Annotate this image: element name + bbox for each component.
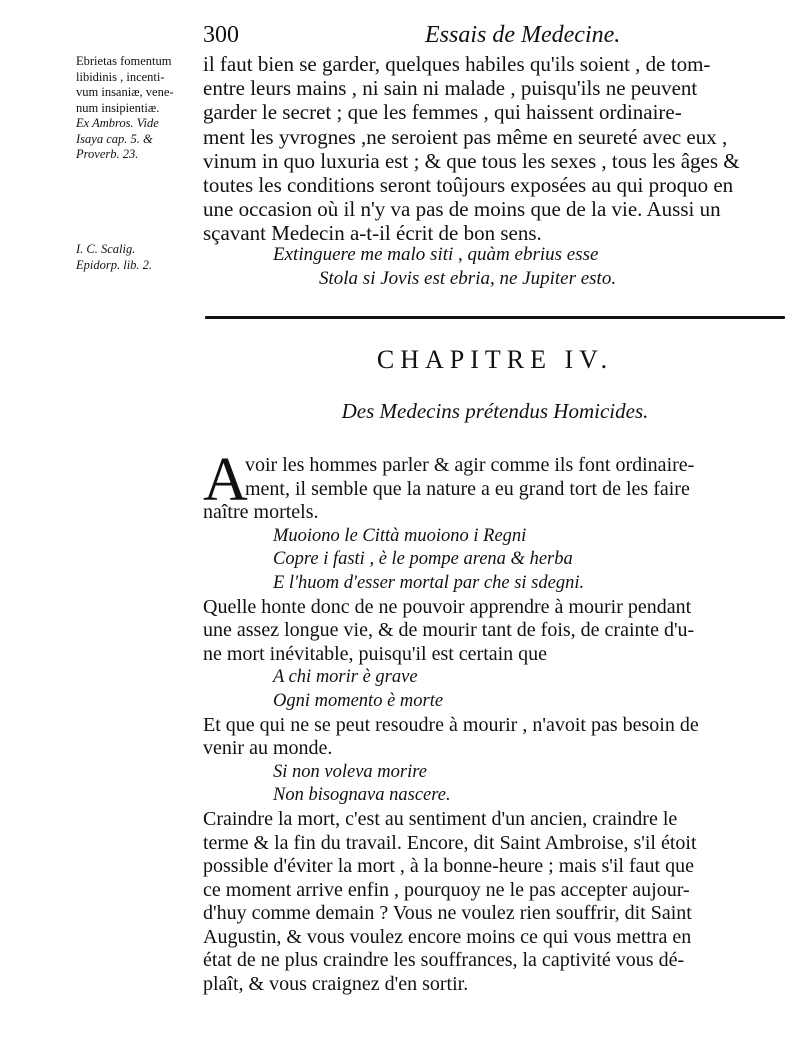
text-line: plaît, & vous craignez d'en sortir. [203,973,469,996]
verse-line: Stola si Jovis est ebria, ne Jupiter esto. [319,268,617,289]
latin-verse [273,243,616,291]
text-line: Craindre la mort, c'est au sentiment d'un ancien, craindre le [203,807,678,830]
text-line: Et que qui ne se peut resoudre à mourir , n'avoit pas besoin de [203,713,699,736]
page-number: 300 [203,22,239,48]
margin-note-line: Isaya cap. 5. & [76,131,153,146]
drop-cap: A [203,446,248,514]
section-divider [205,316,785,322]
text-line: vinum in quo luxuria est ; & que tous les sexes , tous les âges & [203,148,740,173]
text-line: Quelle honte donc de ne pouvoir apprendre à mourir pendant [203,595,692,618]
text-line: état de ne plus craindre les souffrances, la captivité vous dé- [203,949,685,972]
verse-line: Copre i fasti , è le pompe arena & herba [273,549,573,570]
text-line: voir les hommes parler & agir comme ils font ordinaire- [245,454,695,476]
text-line: entre leurs mains , ni sain ni malade , puisqu'ils ne peuvent [203,76,698,101]
margin-note-line: vum insaniæ, vene- [76,85,174,99]
text-line: garder le secret ; que les femmes , qui haissent ordinaire- [203,100,682,125]
verse-line: Ogni momento è morte [273,690,444,711]
chapter-subtitle: Des Medecins prétendus Homicides. [341,399,649,423]
text-line: venir au monde. [203,737,333,760]
text-line: il faut bien se garder, quelques habiles qu'ils soient , de tom- [203,52,711,76]
margin-note-line: num insipientiæ. [76,100,160,115]
verse-line: E l'huom d'esser mortal par che si sdegni. [273,572,585,593]
text-line: possible d'éviter la mort , à la bonne-heure ; mais s'il faut que [203,855,694,878]
text-line: ment les yvrognes ,ne seroient pas même en seureté avec eux , [203,124,728,149]
text-line: une occasion où il n'y va pas de moins que de la vie. Aussi un [203,197,721,222]
running-head [203,20,788,50]
verse-line: Si non voleva morire [273,761,427,782]
verse-line: Extinguere me malo siti , quàm ebrius esse [273,244,599,265]
text-line: une assez longue vie, & de mourir tant de fois, de crainte d'u- [203,619,695,642]
text-line: d'huy comme demain ? Vous ne voulez rien souffrir, dit Saint [203,902,692,925]
margin-note-scaliger [76,242,202,273]
verse-line: Muoiono le Città muoiono i Regni [273,525,527,546]
verse-line: A chi morir è grave [273,667,418,688]
running-title: Essais de Medecine. [425,22,621,48]
margin-note-line: Epidorp. lib. 2. [76,257,153,272]
text-line: sçavant Medecin a-t-il écrit de bon sens. [203,221,542,246]
text-line: terme & la fin du travail. Encore, dit Saint Ambroise, s'il étoit [203,831,697,854]
margin-note-line: I. C. Scalig. [76,242,136,256]
margin-note-line: libidinis , incenti- [76,69,165,84]
margin-note-line: Ex Ambros. Vide [76,116,159,130]
body-text-main [203,446,781,997]
margin-note-line: Ebrietas fomentum [76,54,172,68]
divider-rule [205,316,785,319]
verse-line: Non bisognava nascere. [273,785,451,806]
text-line: toutes les conditions seront toûjours exposées au qui proquo en [203,173,734,198]
text-line: ne mort inévitable, puisqu'il est certain que [203,642,548,665]
text-line: Augustin, & vous voulez encore moins ce qui vous mettra en [203,925,692,948]
text-line: ment, il semble que la nature a eu grand tort de les faire [245,477,690,500]
chapter-title: CHAPITRE IV. [376,345,614,374]
margin-note-ebrietas [76,54,202,163]
text-line: ce moment arrive enfin , pourquoy ne le pas accepter aujour- [203,878,690,901]
margin-note-line: Proverb. 23. [76,147,139,161]
body-text-top [203,52,781,246]
text-line: naître mortels. [203,501,319,524]
